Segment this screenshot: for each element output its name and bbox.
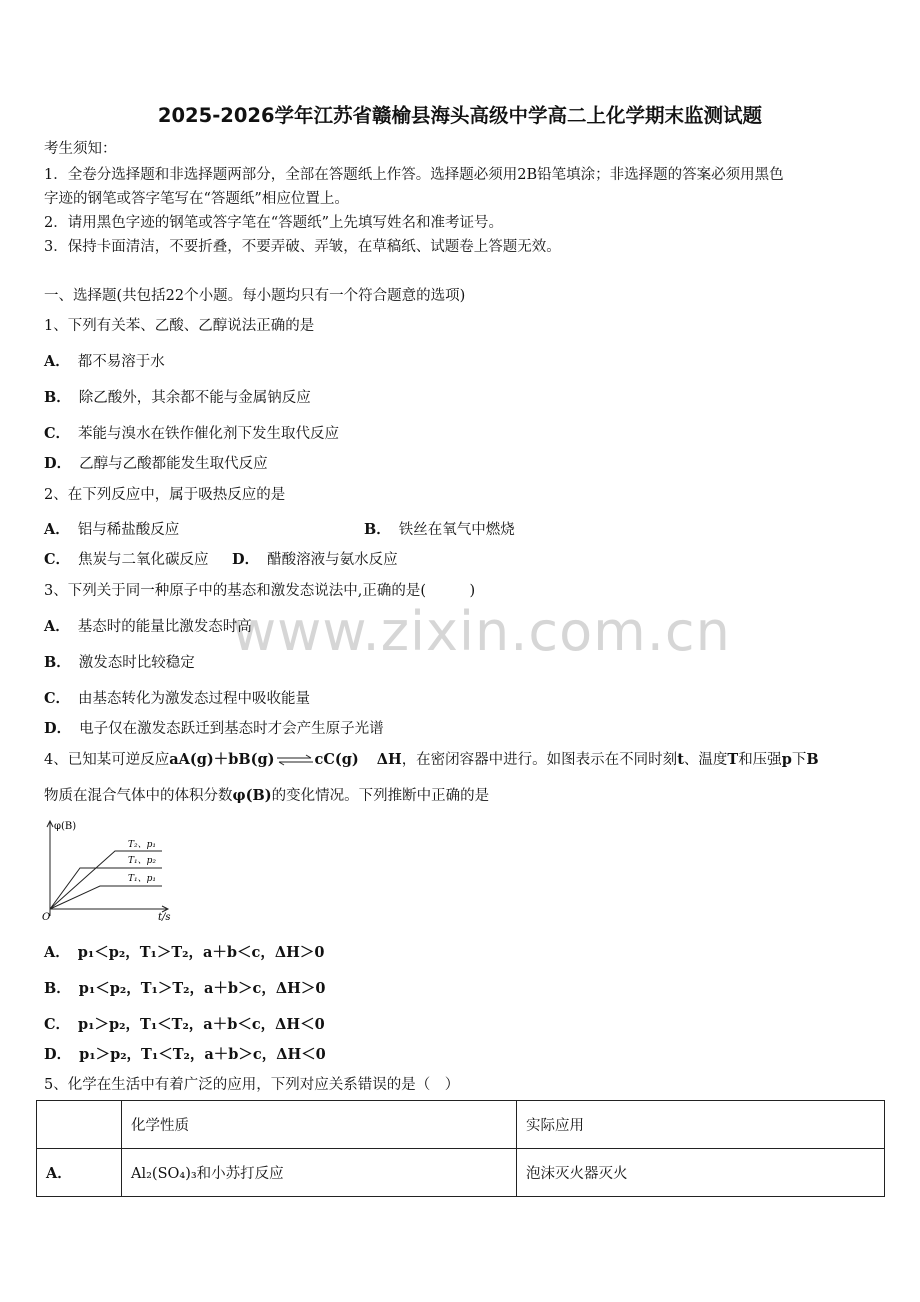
table-header-row [37,1101,885,1149]
option-text: p₁＞p₂，T₁＜T₂，a＋b＞c，ΔH＜0 [79,1046,326,1063]
q2-option-a [44,518,179,539]
option-text: 乙醇与乙酸都能发生取代反应 [79,456,268,472]
q4-var-p: p [781,751,792,768]
q4-option-a [44,941,324,962]
q4-option-d [44,1043,326,1064]
table-cell-letter: A． [37,1149,122,1197]
q4-sep2: 和压强 [738,752,782,768]
option-letter: A． [44,521,70,538]
option-text: 除乙酸外，其余都不能与金属钠反应 [78,390,311,406]
option-letter: C． [44,551,71,568]
option-letter: D． [232,551,260,568]
option-text: 醋酸溶液与氨水反应 [267,552,398,568]
option-letter: D． [44,455,72,472]
option-text: 都不易溶于水 [77,354,165,370]
option-text: 苯能与溴水在铁作催化剂下发生取代反应 [78,426,340,442]
q5-table [36,1100,885,1197]
curve-label-t1-p2: T₁、p₂ [128,856,156,866]
q3-stem: 3、下列关于同一种原子中的基态和激发态说法中,正确的是( ) [44,583,476,599]
y-axis-label: φ(B) [54,821,77,832]
q1-option-c [44,422,339,443]
q4-var-T: T [727,751,739,768]
q4-line2-pre: 物质在混合气体中的体积分数 [44,788,233,804]
q4-sep3: 下 [791,752,807,768]
table-header-cell: 实际应用 [517,1101,885,1149]
option-text: p₁＜p₂，T₁＞T₂，a＋b＜c，ΔH＞0 [77,944,325,961]
q2-option-c [44,548,209,569]
option-letter: A． [44,353,70,370]
q4-delta-h: ΔH [376,751,402,768]
notice-item-1: 1．全卷分选择题和非选择题两部分，全部在答题纸上作答。选择题必须用2B铅笔填涂；非选择题的答案必须用黑色 [44,167,784,183]
q1-option-b [44,386,311,407]
q2-stem: 2、在下列反应中，属于吸热反应的是 [44,487,286,503]
option-text: 铝与稀盐酸反应 [77,522,180,538]
q4-diagram [40,816,180,928]
q1-option-a [44,350,165,371]
q3-option-d [44,717,384,738]
option-letter: B． [44,980,71,997]
q4-line2-post: 的变化情况。下列推断中正确的是 [271,788,490,804]
equilibrium-arrow-icon [275,753,315,767]
option-text: 铁丝在氧气中燃烧 [398,522,515,538]
notice-item-2: 2．请用黑色字迹的钢笔或答字笔在“答题纸”上先填写姓名和准考证号。 [44,215,504,231]
q4-var-B: B [806,751,819,768]
q1-stem: 1、下列有关苯、乙酸、乙醇说法正确的是 [44,318,315,334]
option-letter: C． [44,1016,71,1033]
q4-sep1: 、温度 [683,752,728,768]
notice-heading: 考生须知： [44,141,117,157]
table-header-cell: 化学性质 [122,1101,517,1149]
option-letter: B． [44,389,71,406]
q5-stem: 5、化学在生活中有着广泛的应用，下列对应关系错误的是（ ） [44,1077,460,1093]
q1-option-d [44,452,268,473]
q4-option-b [44,977,325,998]
page-title: 2025-2026学年江苏省赣榆县海头高级中学高二上化学期末监测试题 [157,104,763,127]
q4-stem-line1 [44,748,819,769]
option-letter: A． [44,944,70,961]
x-axis-label: t/s [158,912,171,923]
q4-stem-line2 [44,784,489,805]
option-letter: C． [44,690,71,707]
section-heading: 一、选择题(共包括22个小题。每小题均只有一个符合题意的选项) [44,288,466,304]
notice-item-3: 3．保持卡面清洁，不要折叠，不要弄破、弄皱，在草稿纸、试题卷上答题无效。 [44,239,561,255]
q2-option-b [364,518,515,539]
option-text: 基态时的能量比激发态时高 [77,619,252,635]
option-letter: D． [44,1046,72,1063]
q4-phi: φ(B) [232,787,272,804]
option-letter: B． [44,654,71,671]
q4-equation-tail: cC(g) [314,751,359,768]
option-text: p₁＜p₂，T₁＞T₂，a＋b＞c，ΔH＞0 [78,980,326,997]
option-text: 电子仅在激发态跃迁到基态时才会产生原子光谱 [79,721,384,737]
origin-label: O [42,912,51,923]
q3-option-b [44,651,195,672]
q3-option-c [44,687,310,708]
option-text: p₁＞p₂，T₁＜T₂，a＋b＜c，ΔH＜0 [78,1016,325,1033]
q4-var-t: t [677,751,684,768]
q4-option-c [44,1013,325,1034]
q4-equation: aA(g)＋bB(g) [169,751,275,768]
table-cell-application: 泡沫灭火器灭火 [517,1149,885,1197]
table-row [37,1149,885,1197]
curve-t1-p1 [50,886,162,909]
watermark: www.zixin.com.cn [232,600,731,663]
option-letter: C． [44,425,71,442]
curve-label-t2-p1: T₂、p₁ [128,840,156,850]
table-cell-property: Al₂(SO₄)₃和小苏打反应 [122,1149,517,1197]
q3-option-a [44,615,252,636]
option-text: 激发态时比较稳定 [78,655,195,671]
q4-stem-mid: ，在密闭容器中进行。如图表示在不同时刻 [401,752,678,768]
q2-option-d [232,548,398,569]
notice-item-1-cont: 字迹的钢笔或答字笔写在“答题纸”相应位置上。 [44,191,349,207]
table-header-cell [37,1101,122,1149]
option-text: 焦炭与二氧化碳反应 [78,552,209,568]
curve-label-t1-p1: T₁、p₁ [128,874,156,884]
option-letter: B． [364,521,391,538]
option-letter: D． [44,720,72,737]
q4-stem-prefix: 4、已知某可逆反应 [44,752,170,768]
option-text: 由基态转化为激发态过程中吸收能量 [78,691,311,707]
option-letter: A． [44,618,70,635]
